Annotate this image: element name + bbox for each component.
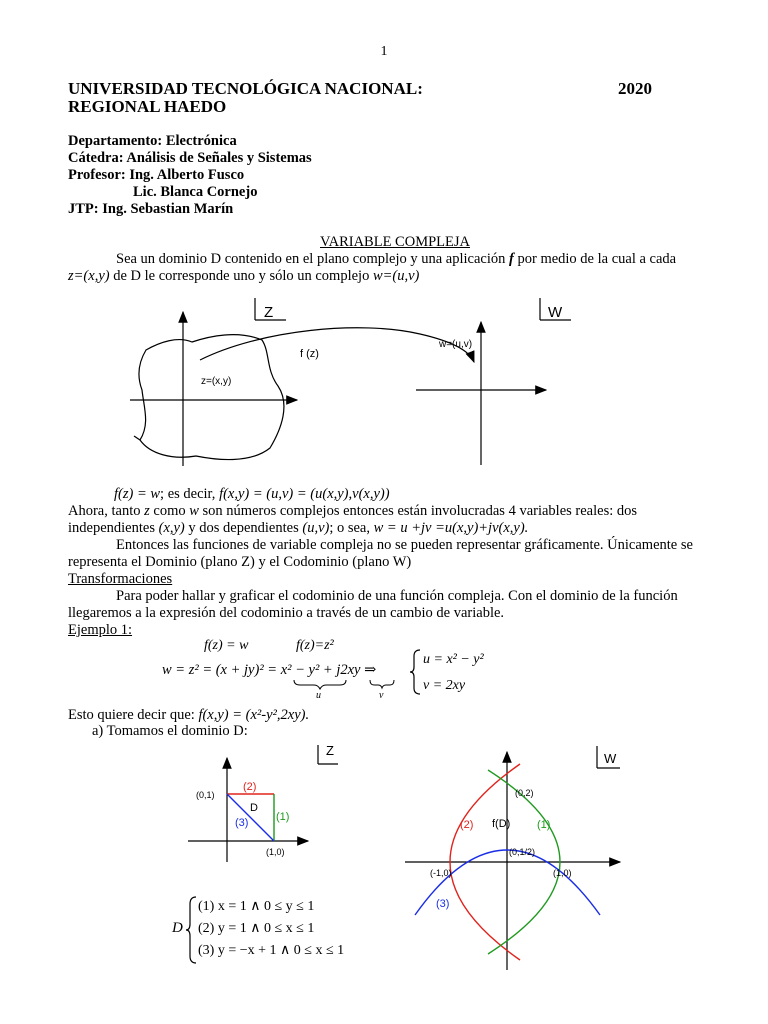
intro-f: f bbox=[509, 251, 514, 267]
system-brace bbox=[408, 648, 422, 696]
domain-def-D: D bbox=[172, 920, 183, 936]
university-title: UNIVERSIDAD TECNOLÓGICA NACIONAL: bbox=[68, 79, 423, 98]
z-plane2-label: Z bbox=[326, 743, 334, 758]
text: y dos dependientes bbox=[188, 520, 299, 536]
fd-point-m10: (-1,0) bbox=[430, 868, 452, 878]
var-uv: (u,v) bbox=[302, 520, 330, 536]
domain-condition-1: (1) x = 1 ∧ 0 ≤ y ≤ 1 bbox=[198, 899, 315, 914]
line-para-poder: Para poder hallar y graficar el codominio de una función compleja. Con el dominio de la función bbox=[116, 588, 678, 604]
fd-point-02: (0,2) bbox=[515, 788, 534, 798]
mapping-arrow bbox=[200, 328, 474, 362]
professor: Profesor: Ing. Alberto Fusco bbox=[68, 167, 245, 183]
var-z: z bbox=[144, 503, 150, 519]
fxy: f(x,y) = (u,v) = (u(x,y),v(x,y)) bbox=[219, 486, 390, 502]
fd-curve-1-label: (1) bbox=[537, 819, 551, 831]
fd-curve-2-label: (2) bbox=[460, 819, 474, 831]
z-plane-label: Z bbox=[264, 304, 274, 321]
line-ahora bbox=[68, 503, 637, 520]
mapping-f-label: f (z) bbox=[300, 348, 319, 360]
line-entonces: Entonces las funciones de variable compleja no se pueden representar gráficamente. Únicamente se bbox=[116, 537, 693, 553]
line-independientes bbox=[68, 520, 528, 537]
d-label: D bbox=[250, 802, 258, 814]
step-a: a) Tomamos el dominio D: bbox=[92, 723, 248, 739]
mapping-diagram bbox=[0, 290, 768, 475]
text: Ahora, tanto bbox=[68, 503, 141, 519]
eq-fz-w: f(z) = w bbox=[204, 638, 249, 653]
fd-curve-3-label: (3) bbox=[436, 898, 450, 910]
jtp: JTP: Ing. Sebastian Marín bbox=[68, 201, 234, 217]
professor-second: Lic. Blanca Cornejo bbox=[133, 184, 258, 200]
d-point-01: (0,1) bbox=[196, 790, 215, 800]
intro-text: de D le corresponde uno y sólo un complejo bbox=[113, 268, 370, 284]
underbraces bbox=[290, 678, 410, 698]
point-z-label: z=(x,y) bbox=[201, 376, 232, 387]
fxy-mapping: f(x,y) = (x²-y²,2xy). bbox=[198, 707, 310, 723]
eq-main: w = z² = (x + jy)² = x² − y² + j2xy ⇒ bbox=[162, 662, 377, 678]
d-point-10: (1,0) bbox=[266, 847, 285, 857]
eq-fz-z2: f(z)=z² bbox=[296, 638, 334, 653]
intro-text: Sea un dominio D contenido en el plano complejo y una aplicación bbox=[116, 251, 506, 267]
fd-label: f(D) bbox=[492, 818, 511, 830]
fd-point-012: (0,1/2) bbox=[509, 847, 536, 857]
fd-point-10: (1,0) bbox=[553, 868, 572, 878]
text: ; es decir, bbox=[160, 486, 216, 502]
chair: Cátedra: Análisis de Señales y Sistemas bbox=[68, 150, 312, 166]
line-fz bbox=[114, 486, 390, 503]
domain-blob bbox=[139, 335, 284, 460]
d-side-2-label: (2) bbox=[243, 781, 257, 793]
var-xy: (x,y) bbox=[158, 520, 185, 536]
intro-w: w=(u,v) bbox=[372, 268, 420, 284]
domain-condition-3: (3) y = −x + 1 ∧ 0 ≤ x ≤ 1 bbox=[198, 943, 345, 958]
page-number: 1 bbox=[380, 44, 388, 59]
domain-condition-2: (2) y = 1 ∧ 0 ≤ x ≤ 1 bbox=[198, 921, 315, 936]
department: Departamento: Electrónica bbox=[68, 133, 237, 149]
regional-title: REGIONAL HAEDO bbox=[68, 97, 227, 116]
text: ; o sea, bbox=[329, 520, 370, 536]
line-representa: representa el Dominio (plano Z) y el Codominio (plano W) bbox=[68, 554, 412, 570]
section-title: VARIABLE COMPLEJA bbox=[320, 234, 470, 250]
transformaciones-title: Transformaciones bbox=[68, 571, 173, 587]
line-llegaremos: llegaremos a la expresión del codominio a través de un cambio de variable. bbox=[68, 605, 505, 621]
text: son números complejos entonces están involucradas 4 variables reales: dos bbox=[202, 503, 638, 519]
underbrace-v: v bbox=[379, 690, 384, 701]
header-year: 2020 bbox=[618, 79, 652, 98]
intro-text: por medio de la cual a cada bbox=[517, 251, 677, 267]
underbrace-u: u bbox=[316, 690, 321, 701]
var-w: w bbox=[189, 503, 199, 519]
fz-w: f(z) = w bbox=[114, 486, 161, 502]
domain-def-brace bbox=[184, 895, 198, 965]
d-side-1-label: (1) bbox=[276, 811, 290, 823]
text: Esto quiere decir que: bbox=[68, 707, 195, 723]
system-v: v = 2xy bbox=[423, 678, 466, 693]
text: independientes bbox=[68, 520, 155, 536]
line-esto-quiere bbox=[68, 707, 309, 724]
w-plane2-label: W bbox=[604, 751, 617, 766]
d-side-3-label: (3) bbox=[235, 817, 249, 829]
point-w-label: w=(u,v) bbox=[439, 339, 473, 350]
w-plane-label: W bbox=[548, 304, 563, 321]
intro-line-2 bbox=[68, 268, 419, 285]
domain-image-diagram bbox=[0, 740, 768, 970]
intro-z: z=(x,y) bbox=[68, 268, 110, 284]
intro-line-1 bbox=[116, 251, 676, 268]
ejemplo-title: Ejemplo 1: bbox=[68, 622, 133, 638]
w-expression: w = u +jv =u(x,y)+jv(x,y). bbox=[373, 520, 529, 536]
system-u: u = x² − y² bbox=[423, 652, 484, 667]
text: como bbox=[153, 503, 186, 519]
